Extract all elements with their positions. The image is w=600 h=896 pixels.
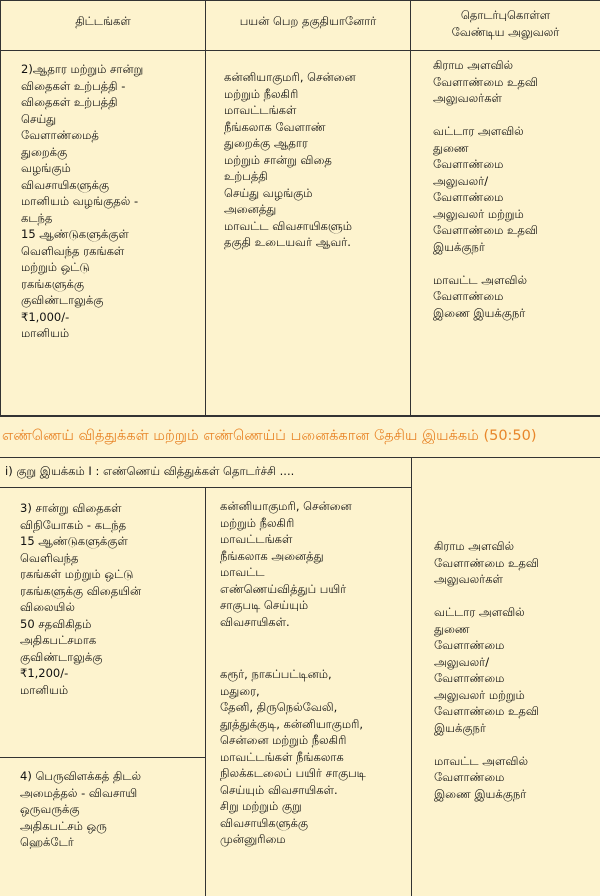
header-contact-officer <box>411 1 600 51</box>
section-banner <box>0 416 600 458</box>
schemes-table-upper <box>0 0 600 416</box>
scheme-seed-distribution: 3) சான்று விதைகள் விநியோகம் - கடந்த 15 ஆண்டுகளுக்குள் வெளிவந்த ரகங்கள் மற்றும் ஒட்டு ரகங்களுக்கு விதையின் விலையில் 50 சதவிகிதம் அதிகபட்சமாக குவிண்டாலுக்கு ₹1,200/- மானியம் <box>20 501 142 697</box>
sub-mission-text: i) குறு இயக்கம் I : எண்ணெய் வித்துக்கள் தொடர்ச்சி .... <box>5 464 295 478</box>
table-header-row <box>1 1 600 51</box>
eligible-seed-production: கன்னியாகுமரி, சென்னை மற்றும் நீலகிரி மாவட்டங்கள் நீங்கலாக வேளாண் துறைக்கு ஆதார மற்றும் சான்று விதை உற்பத்தி செய்து வழங்கும் அனைத்து மாவட்ட விவசாயிகளும் தகுதி உடையவர் ஆவர். <box>224 70 356 249</box>
officer-seed-production: கிராம அளவில் வேளாண்மை உதவி அலுவலர்கள் வட்டார அளவில் துணை வேளாண்மை அலுவலர்/ வேளாண்மை அலுவலர் மற்றும் வேளாண்மை உதவி இயக்குநர் மாவட்ட அளவில் வேளாண்மை இணை இயக்குநர் <box>433 58 538 320</box>
scheme-cell-demonstration <box>0 758 206 896</box>
sub-mission-heading <box>0 458 412 488</box>
officer-cell-lower <box>412 458 600 896</box>
scheme-seed-production: 2)ஆதார மற்றும் சான்று விதைகள் உற்பத்தி - விதைகள் உற்பத்தி செய்து வேளாண்மைத் துறைக்கு வழங்கும் விவசாயிகளுக்கு மானியம் வழங்குதல் - கடந்த 15 ஆண்டுகளுக்குள் வெளிவந்த ரகங்கள் மற்றும் ஒட்டு ரகங்களுக்கு குவிண்டாலுக்கு ₹1,000/- மானியம் <box>21 62 144 340</box>
header-schemes: திட்டங்கள் <box>1 1 206 51</box>
eligible-cell-lower <box>206 488 412 896</box>
header-eligible: பயன் பெற தகுதியானோர் <box>206 1 411 51</box>
scheme-demonstration: 4) பெருவிளக்கத் திடல் அமைத்தல் - விவசாயி ஒருவருக்கு அதிகபட்சம் ஒரு ஹெக்டேர் <box>20 769 142 849</box>
section-banner-title: எண்ணெய் வித்துக்கள் மற்றும் எண்ணெய்ப் பனைக்கான தேசிய இயக்கம் (50:50) <box>2 428 537 444</box>
scheme-cell-seed-distribution <box>0 488 206 758</box>
table-row <box>1 51 600 416</box>
eligible-demonstration: கரூர், நாகப்பட்டினம், மதுரை, தேனி, திருநெல்வேலி, தூத்துக்குடி, கன்னியாகுமரி, சென்னை மற்றும் நீலகிரி மாவட்டங்கள் நீங்கலாக நிலக்கடலைப் பயிர் சாகுபடி செய்யும் விவசாயிகள். சிறு மற்றும் குறு விவசாயிகளுக்கு முன்னுரிமை <box>220 667 366 846</box>
header-contact-officer-text: தொடர்புகொள்ள வேண்டிய அலுவலர் <box>451 8 560 39</box>
eligible-seed-distribution: கன்னியாகுமரி, சென்னை மற்றும் நீலகிரி மாவட்டங்கள் நீங்கலாக அனைத்து மாவட்ட எண்ணெய்வித்துப் பயிர் சாகுபடி செய்யும் விவசாயிகள். <box>220 499 352 629</box>
officer-lower: கிராம அளவில் வேளாண்மை உதவி அலுவலர்கள் வட்டார அளவில் துணை வேளாண்மை அலுவலர்/ வேளாண்மை அலுவலர் மற்றும் வேளாண்மை உதவி இயக்குநர் மாவட்ட அளவில் வேளாண்மை இணை இயக்குநர் <box>434 539 539 801</box>
